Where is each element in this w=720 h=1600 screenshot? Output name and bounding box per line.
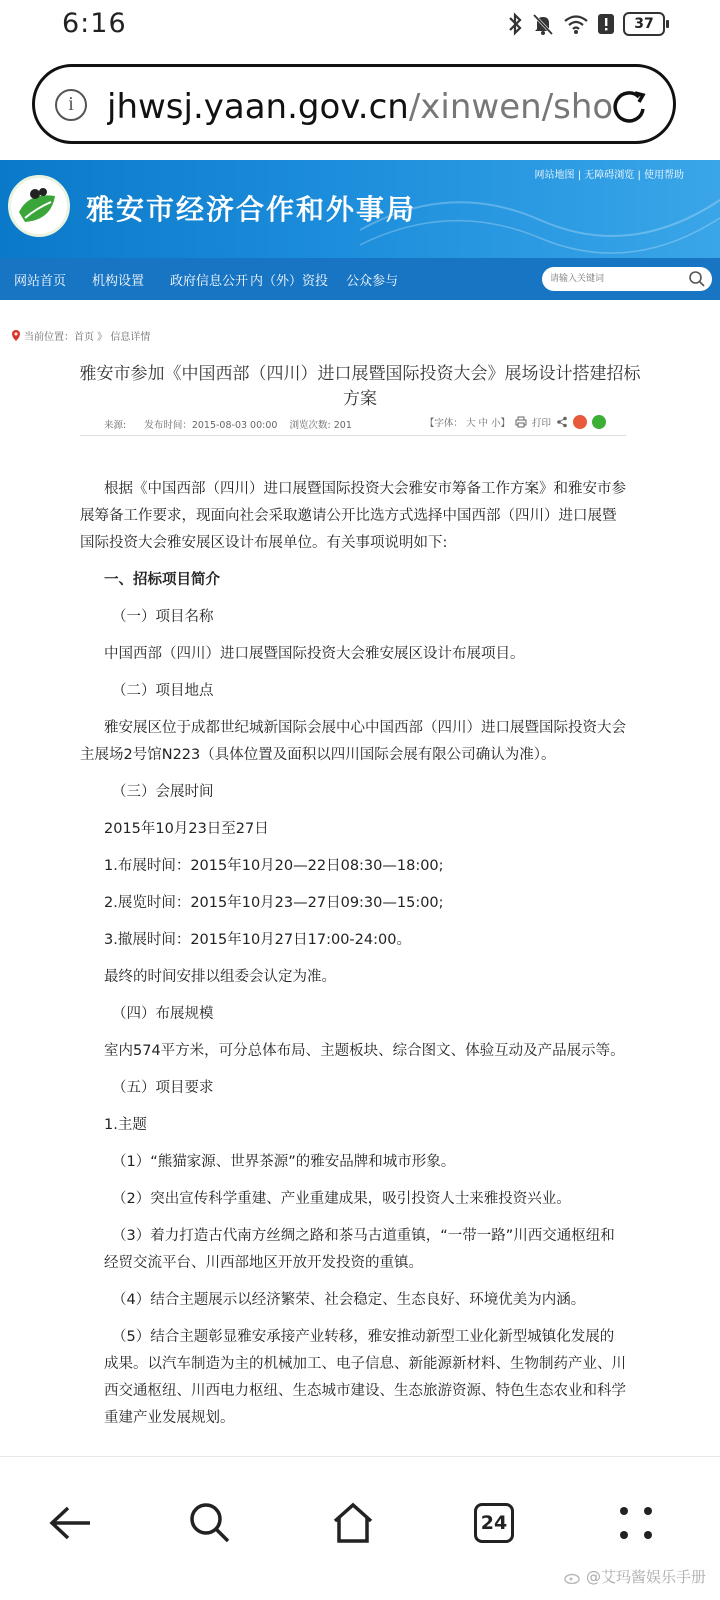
print-icon[interactable] xyxy=(515,416,527,428)
share-icon[interactable] xyxy=(556,416,568,428)
article-meta xyxy=(80,412,626,436)
mute-bell-icon xyxy=(531,12,555,36)
back-button[interactable] xyxy=(42,1495,98,1551)
paragraph-theme-3: （3）着力打造古代南方丝绸之路和茶马古道重镇，“一带一路”川西交通枢纽和经贸交流平台、川西部地区开放开发投资的重镇。 xyxy=(104,1228,615,1271)
reload-icon[interactable] xyxy=(609,87,649,127)
paragraph-scale: 室内574平方米，可分总体布局、主题板块、综合图文、体验互动及产品展示等。 xyxy=(104,1043,625,1059)
site-header xyxy=(0,160,720,258)
subsection-heading-3: （三）会展时间 xyxy=(112,784,214,800)
site-logo[interactable] xyxy=(8,175,70,237)
paragraph-teardown-time: 3.撤展时间：2015年10月27日17:00-24:00。 xyxy=(104,932,411,948)
paragraph-theme-1: （1）“熊猫家源、世界茶源”的雅安品牌和城市形象。 xyxy=(112,1154,456,1170)
article-title: 雅安市参加《中国西部（四川）进口展暨国际投资大会》展场设计搭建招标方案 xyxy=(79,364,641,409)
back-arrow-icon xyxy=(48,1505,92,1541)
menu-button[interactable] xyxy=(608,1495,664,1551)
search-icon[interactable] xyxy=(688,270,706,288)
url-text[interactable] xyxy=(107,87,615,127)
home-icon xyxy=(331,1501,375,1545)
top-links[interactable]: 网站地图 | 无障碍浏览 | 使用帮助 xyxy=(534,170,684,181)
article-body xyxy=(80,476,626,1442)
status-icons xyxy=(507,12,665,36)
paragraph-dates: 2015年10月23日至27日 xyxy=(104,821,269,837)
more-dots-icon xyxy=(616,1503,656,1543)
site-title: 雅安市经济合作和外事局 xyxy=(86,193,417,226)
paragraph-final-note: 最终的时间安排以组委会认定为准。 xyxy=(104,969,336,985)
location-pin-icon xyxy=(12,330,20,341)
paragraph-project-name: 中国西部（四川）进口展暨国际投资大会雅安展区设计布展项目。 xyxy=(104,646,525,662)
subsection-heading-2: （二）项目地点 xyxy=(112,683,214,699)
info-icon[interactable]: i xyxy=(55,89,87,121)
site-search[interactable] xyxy=(542,267,712,291)
watermark xyxy=(564,1566,706,1587)
wifi-icon xyxy=(563,13,589,35)
paragraph-location: 雅安展区位于成都世纪城新国际会展中心中国西部（四川）进口展暨国际投资大会主展场2号馆N223（具体位置及面积以四川国际会展有限公司确认为准）。 xyxy=(80,720,626,763)
main-nav xyxy=(0,258,720,300)
url-host: jhwsj.yaan.gov.cn xyxy=(107,87,409,127)
status-time: 6:16 xyxy=(62,8,127,39)
status-bar xyxy=(0,0,720,50)
meta-info: 来源: 发布时间：2015-08-03 00:00 浏览次数: 201 xyxy=(104,420,352,431)
url-path: /xinwen/sho xyxy=(408,87,614,127)
subsection-heading-1: （一）项目名称 xyxy=(112,609,214,625)
paragraph-theme-heading: 1.主题 xyxy=(104,1117,147,1133)
nav-item-gov-info[interactable]: 政府信息公开 xyxy=(170,274,249,289)
nav-item-public[interactable]: 公众参与 xyxy=(346,274,399,289)
paragraph-theme-5: （5）结合主题彰显雅安承接产业转移，雅安推动新型工业化新型城镇化发展的成果。以汽车制造为主的机械加工、电子信息、新能源新材料、生物制药产业、川西交通枢纽、川西电力枢纽、生态城市建设、生态旅游资源、特色生态农业和科学重建产业发展规划。 xyxy=(104,1329,626,1426)
watermark-text: @艾玛酱娱乐手册 xyxy=(585,1568,706,1586)
nav-item-home[interactable]: 网站首页 xyxy=(14,274,67,289)
address-bar[interactable] xyxy=(32,64,676,144)
paragraph-exhibit-time: 2.展览时间：2015年10月23—27日09:30—15:00; xyxy=(104,895,444,911)
breadcrumb xyxy=(12,328,150,343)
subsection-heading-4: （四）布展规模 xyxy=(112,1006,214,1022)
tab-count: 24 xyxy=(474,1503,514,1543)
subsection-heading-5: （五）项目要求 xyxy=(112,1080,214,1096)
alert-icon xyxy=(597,12,615,36)
weibo-logo-icon xyxy=(564,1570,582,1584)
paragraph-theme-4: （4）结合主题展示以经济繁荣、社会稳定、生态良好、环境优美为内涵。 xyxy=(112,1292,586,1308)
breadcrumb-text[interactable]: 当前位置：首页 》 信息详情 xyxy=(24,332,151,343)
paragraph-theme-2: （2）突出宣传科学重建、产业重建成果，吸引投资人士来雅投资兴业。 xyxy=(112,1191,571,1207)
tabs-button[interactable] xyxy=(466,1495,522,1551)
wechat-icon[interactable] xyxy=(592,415,606,429)
home-button[interactable] xyxy=(325,1495,381,1551)
print-button[interactable]: 打印 xyxy=(531,418,551,429)
search-input[interactable] xyxy=(550,270,680,288)
bluetooth-icon xyxy=(507,12,523,36)
font-size-selector[interactable]: 【字体： 大 中 小】 xyxy=(424,418,510,429)
search-button[interactable] xyxy=(182,1495,238,1551)
battery-indicator: 37 xyxy=(623,12,665,36)
section-heading-1: 一、招标项目简介 xyxy=(104,572,220,588)
paragraph-setup-time: 1.布展时间：2015年10月20—22日08:30—18:00; xyxy=(104,858,444,874)
nav-item-investment[interactable]: 内（外）资投 xyxy=(250,274,329,289)
search-icon xyxy=(188,1501,232,1545)
nav-item-organization[interactable]: 机构设置 xyxy=(92,274,145,289)
paragraph-intro: 根据《中国西部（四川）进口展暨国际投资大会雅安市筹备工作方案》和雅安市参展筹备工作要求，现面向社会采取邀请公开比选方式选择中国西部（四川）进口展暨国际投资大会雅安展区设计布展单位。有关事项说明如下: xyxy=(80,481,626,551)
weibo-icon[interactable] xyxy=(573,415,587,429)
